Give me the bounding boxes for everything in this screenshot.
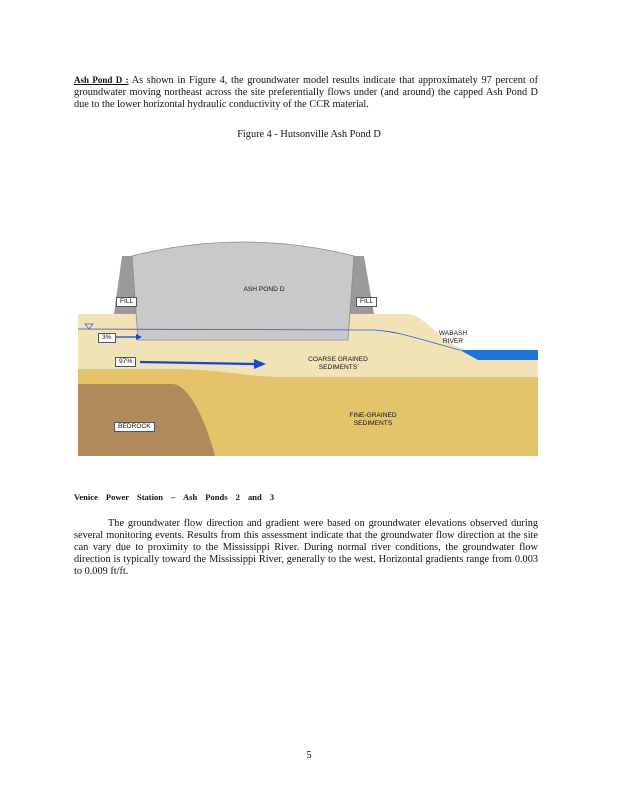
coarse-sediments-label-line2: SEDIMENTS xyxy=(318,364,358,371)
wabash-river-label-line1: WABASH xyxy=(438,330,468,337)
ash-pond-d-paragraph xyxy=(74,74,538,111)
coarse-sediments-label xyxy=(293,356,383,372)
fill-right-label: FILL xyxy=(356,297,377,307)
fine-sediments-label-line2: SEDIMENTS xyxy=(353,420,393,427)
wabash-river-label-line2: RIVER xyxy=(442,338,464,345)
wabash-river-label xyxy=(428,330,478,346)
ash-pond-label: ASH POND D xyxy=(243,286,285,293)
cross-section-figure xyxy=(78,236,538,456)
three-percent-label: 3% xyxy=(98,333,116,343)
ash-pond-d-heading: Ash Pond D : xyxy=(74,75,129,85)
ash-pond-d-text: As shown in Figure 4, the groundwater model results indicate that approximately 97 percent of groundwater moving northeast across the site preferentially flows under (and around) the capped Ash Pond D due to the lower horizontal hydraulic conductivity of the CCR material. xyxy=(74,75,538,110)
bedrock-label: BEDROCK xyxy=(114,422,155,432)
venice-paragraph: The groundwater flow direction and gradient were based on groundwater elevations observed during several monitoring events. Results from this assessment indicate that the groundwater flow direction at the site can vary due to proximity to the Mississippi River. During normal river conditions, the groundwater flow direction is typically toward the Mississippi River, generally to the west. Horizontal gradients range from 0.003 to 0.009 ft/ft. xyxy=(74,518,538,577)
fine-sediments-label-line1: FINE-GRAINED xyxy=(349,412,397,419)
ninety-seven-percent-label: 97% xyxy=(115,357,136,367)
venice-section-heading: Venice Power Station – Ash Ponds 2 and 3 xyxy=(74,492,275,502)
coarse-sediments-label-line1: COARSE GRAINED xyxy=(308,356,368,363)
fill-left-label: FILL xyxy=(116,297,137,307)
fine-sediments-label xyxy=(328,412,418,428)
page-number: 5 xyxy=(306,750,312,761)
figure-caption: Figure 4 - Hutsonville Ash Pond D xyxy=(237,129,381,140)
